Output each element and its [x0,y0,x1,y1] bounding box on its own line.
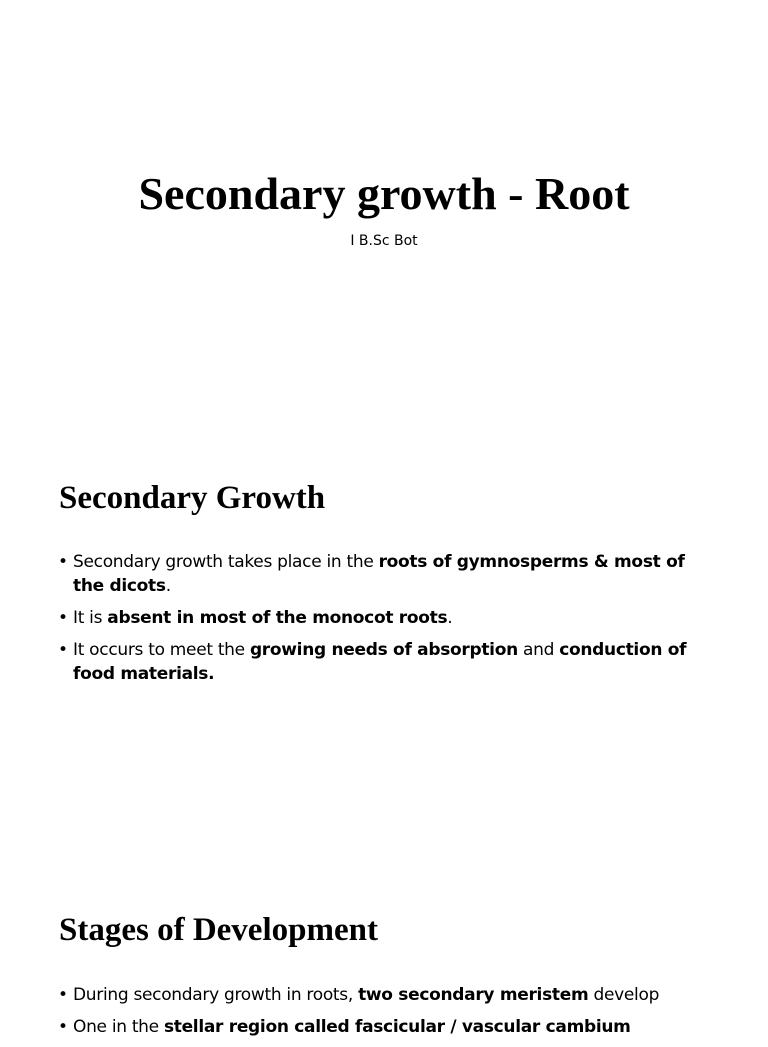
bullet-list [58,550,718,694]
bullet-icon: • [58,552,68,572]
bullet-bold-text: stellar region called fascicular / vascular cambium [163,1017,631,1037]
bullet-text: . [165,576,171,596]
bullet-bold-text: absent in most of the monocot roots [107,608,448,628]
bullet-bold-text: growing needs of absorption [249,640,518,660]
bullet-item [58,1015,718,1039]
slide-heading: Stages of Development [59,912,378,948]
bullet-item [58,638,718,686]
bullet-icon: • [58,985,68,1005]
bullet-text: During secondary growth in roots, [73,985,359,1005]
bullet-icon: • [58,608,68,628]
bullet-bold-text: conduction of food materials. [73,640,687,684]
stages-slide [0,864,768,1037]
title-slide [0,0,768,432]
bullet-item [58,606,718,630]
bullet-item [58,983,718,1007]
bullet-icon: • [58,1017,68,1037]
bullet-text: . [447,608,453,628]
bullet-icon: • [58,640,68,660]
secondary-growth-slide [0,432,768,864]
bullet-bold-text: roots of gymnosperms & most of the dicots [73,552,685,596]
bullet-text: and [517,640,560,660]
presentation-title: Secondary growth - Root [138,168,630,219]
bullet-text: develop [588,985,660,1005]
bullet-bold-text: two secondary meristem [358,985,589,1005]
bullet-text: It is [73,608,108,628]
bullet-list [58,983,718,1047]
bullet-item [58,550,718,598]
presentation-subtitle: I B.Sc Bot [350,233,418,249]
bullet-text: Secondary growth takes place in the [73,552,379,572]
bullet-text: It occurs to meet the [73,640,250,660]
bullet-text: One in the [73,1017,164,1037]
slide-heading: Secondary Growth [59,480,326,516]
